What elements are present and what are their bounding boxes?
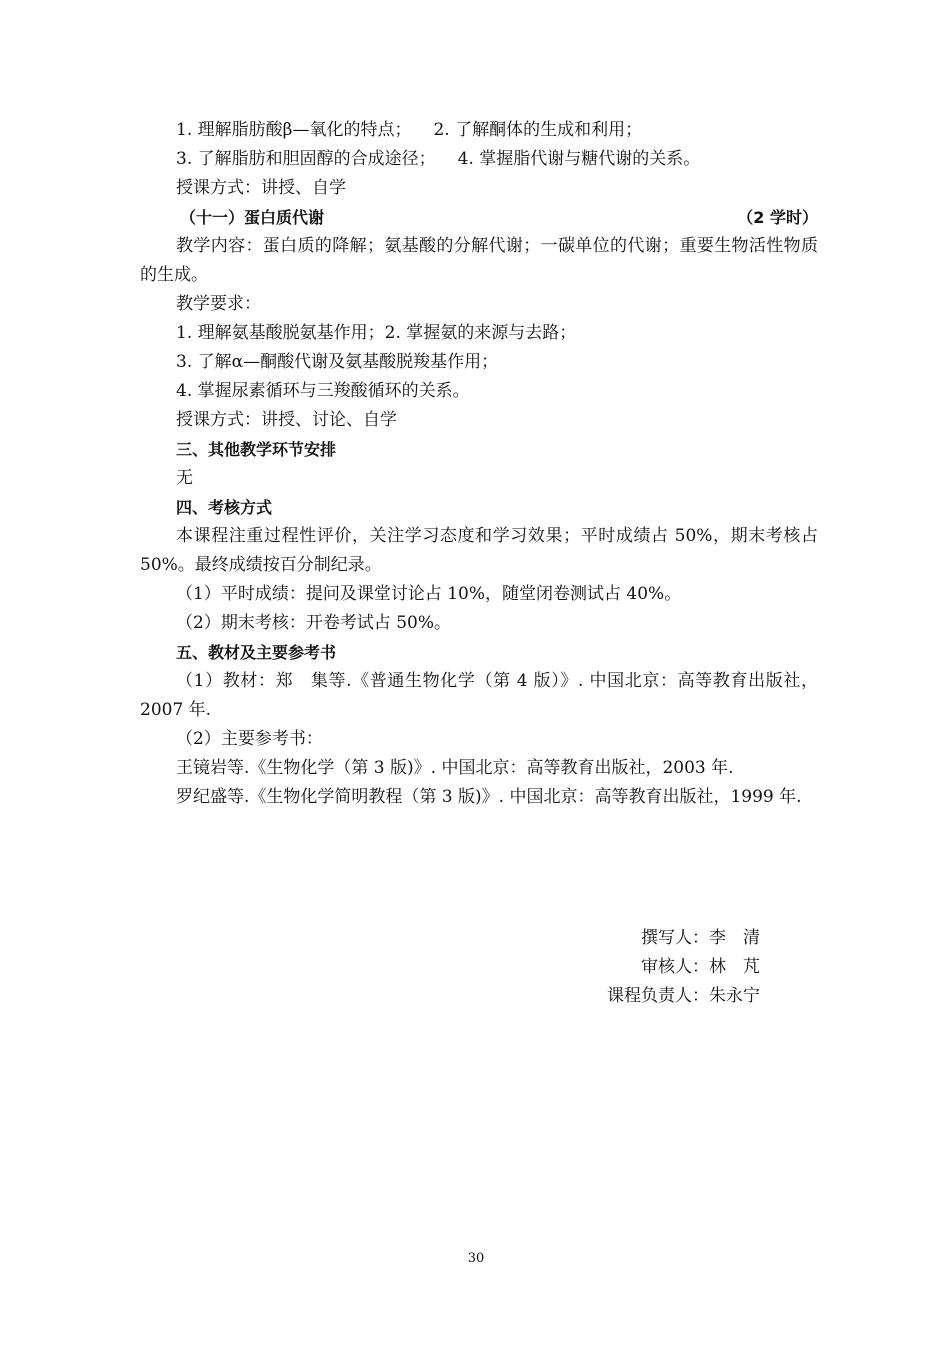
protein-requirement-2: 3. 了解α—酮酸代谢及氨基酸脱羧基作用； bbox=[176, 352, 499, 372]
section-title: （十一）蛋白质代谢 bbox=[180, 208, 325, 227]
requirement-item: 3. 了解脂肪和胆固醇的合成途径； bbox=[176, 149, 436, 169]
signature-course-owner: 课程负责人：朱永宁 bbox=[607, 986, 760, 1006]
lipid-teaching-method: 授课方式：讲授、自学 bbox=[176, 178, 346, 198]
section-heading-protein-metabolism bbox=[140, 203, 818, 232]
heading-other-arrangements: 三、其他教学环节安排 bbox=[176, 440, 337, 459]
protein-requirements-label: 教学要求： bbox=[176, 294, 261, 314]
protein-teaching-content: 教学内容：蛋白质的降解；氨基酸的分解代谢；一碳单位的代谢；重要生物活性物质的生成。 bbox=[140, 236, 818, 285]
signature-author: 撰写人：李 清 bbox=[641, 928, 760, 948]
protein-requirement-1: 1. 理解氨基酸脱氨基作用；2. 掌握氨的来源与去路； bbox=[176, 323, 577, 343]
assessment-item-1: （1）平时成绩：提问及课堂讨论占 10%，随堂闭卷测试占 40%。 bbox=[176, 584, 682, 604]
document-body bbox=[140, 116, 818, 812]
signature-reviewer: 审核人：林 芃 bbox=[641, 957, 760, 977]
lipid-requirements-line-2 bbox=[140, 145, 818, 174]
assessment-text: 本课程注重过程性评价，关注学习态度和学习效果；平时成绩占 50%，期末考核占 50%。最终成绩按百分制纪录。 bbox=[140, 526, 818, 575]
lipid-requirements-line-1 bbox=[140, 116, 818, 145]
section-hours: （2 学时） bbox=[737, 208, 818, 227]
requirement-item: 1. 理解脂肪酸β—氧化的特点； bbox=[176, 120, 412, 140]
protein-requirement-3: 4. 掌握尿素循环与三羧酸循环的关系。 bbox=[176, 381, 470, 401]
requirement-item: 2. 了解酮体的生成和利用； bbox=[433, 120, 643, 140]
requirement-item: 4. 掌握脂代谢与糖代谢的关系。 bbox=[457, 149, 701, 169]
references-label: （2）主要参考书： bbox=[176, 729, 323, 749]
page-number: 30 bbox=[467, 1251, 485, 1266]
reference-entry-2: 罗纪盛等.《生物化学简明教程（第 3 版)》. 中国北京：高等教育出版社，1999 年. bbox=[176, 787, 802, 807]
heading-textbooks: 五、教材及主要参考书 bbox=[176, 643, 337, 662]
assessment-item-2: （2）期末考核：开卷考试占 50%。 bbox=[176, 613, 452, 633]
heading-assessment: 四、考核方式 bbox=[176, 498, 273, 517]
other-arrangements-text: 无 bbox=[176, 468, 193, 488]
reference-entry-1: 王镜岩等.《生物化学（第 3 版)》. 中国北京：高等教育出版社，2003 年. bbox=[176, 758, 734, 778]
textbook-entry: （1）教材：郑 集等.《普通生物化学（第 4 版）》. 中国北京：高等教育出版社，2007 年. bbox=[140, 671, 818, 720]
protein-teaching-method: 授课方式：讲授、讨论、自学 bbox=[176, 410, 397, 430]
signature-block bbox=[560, 924, 760, 1011]
